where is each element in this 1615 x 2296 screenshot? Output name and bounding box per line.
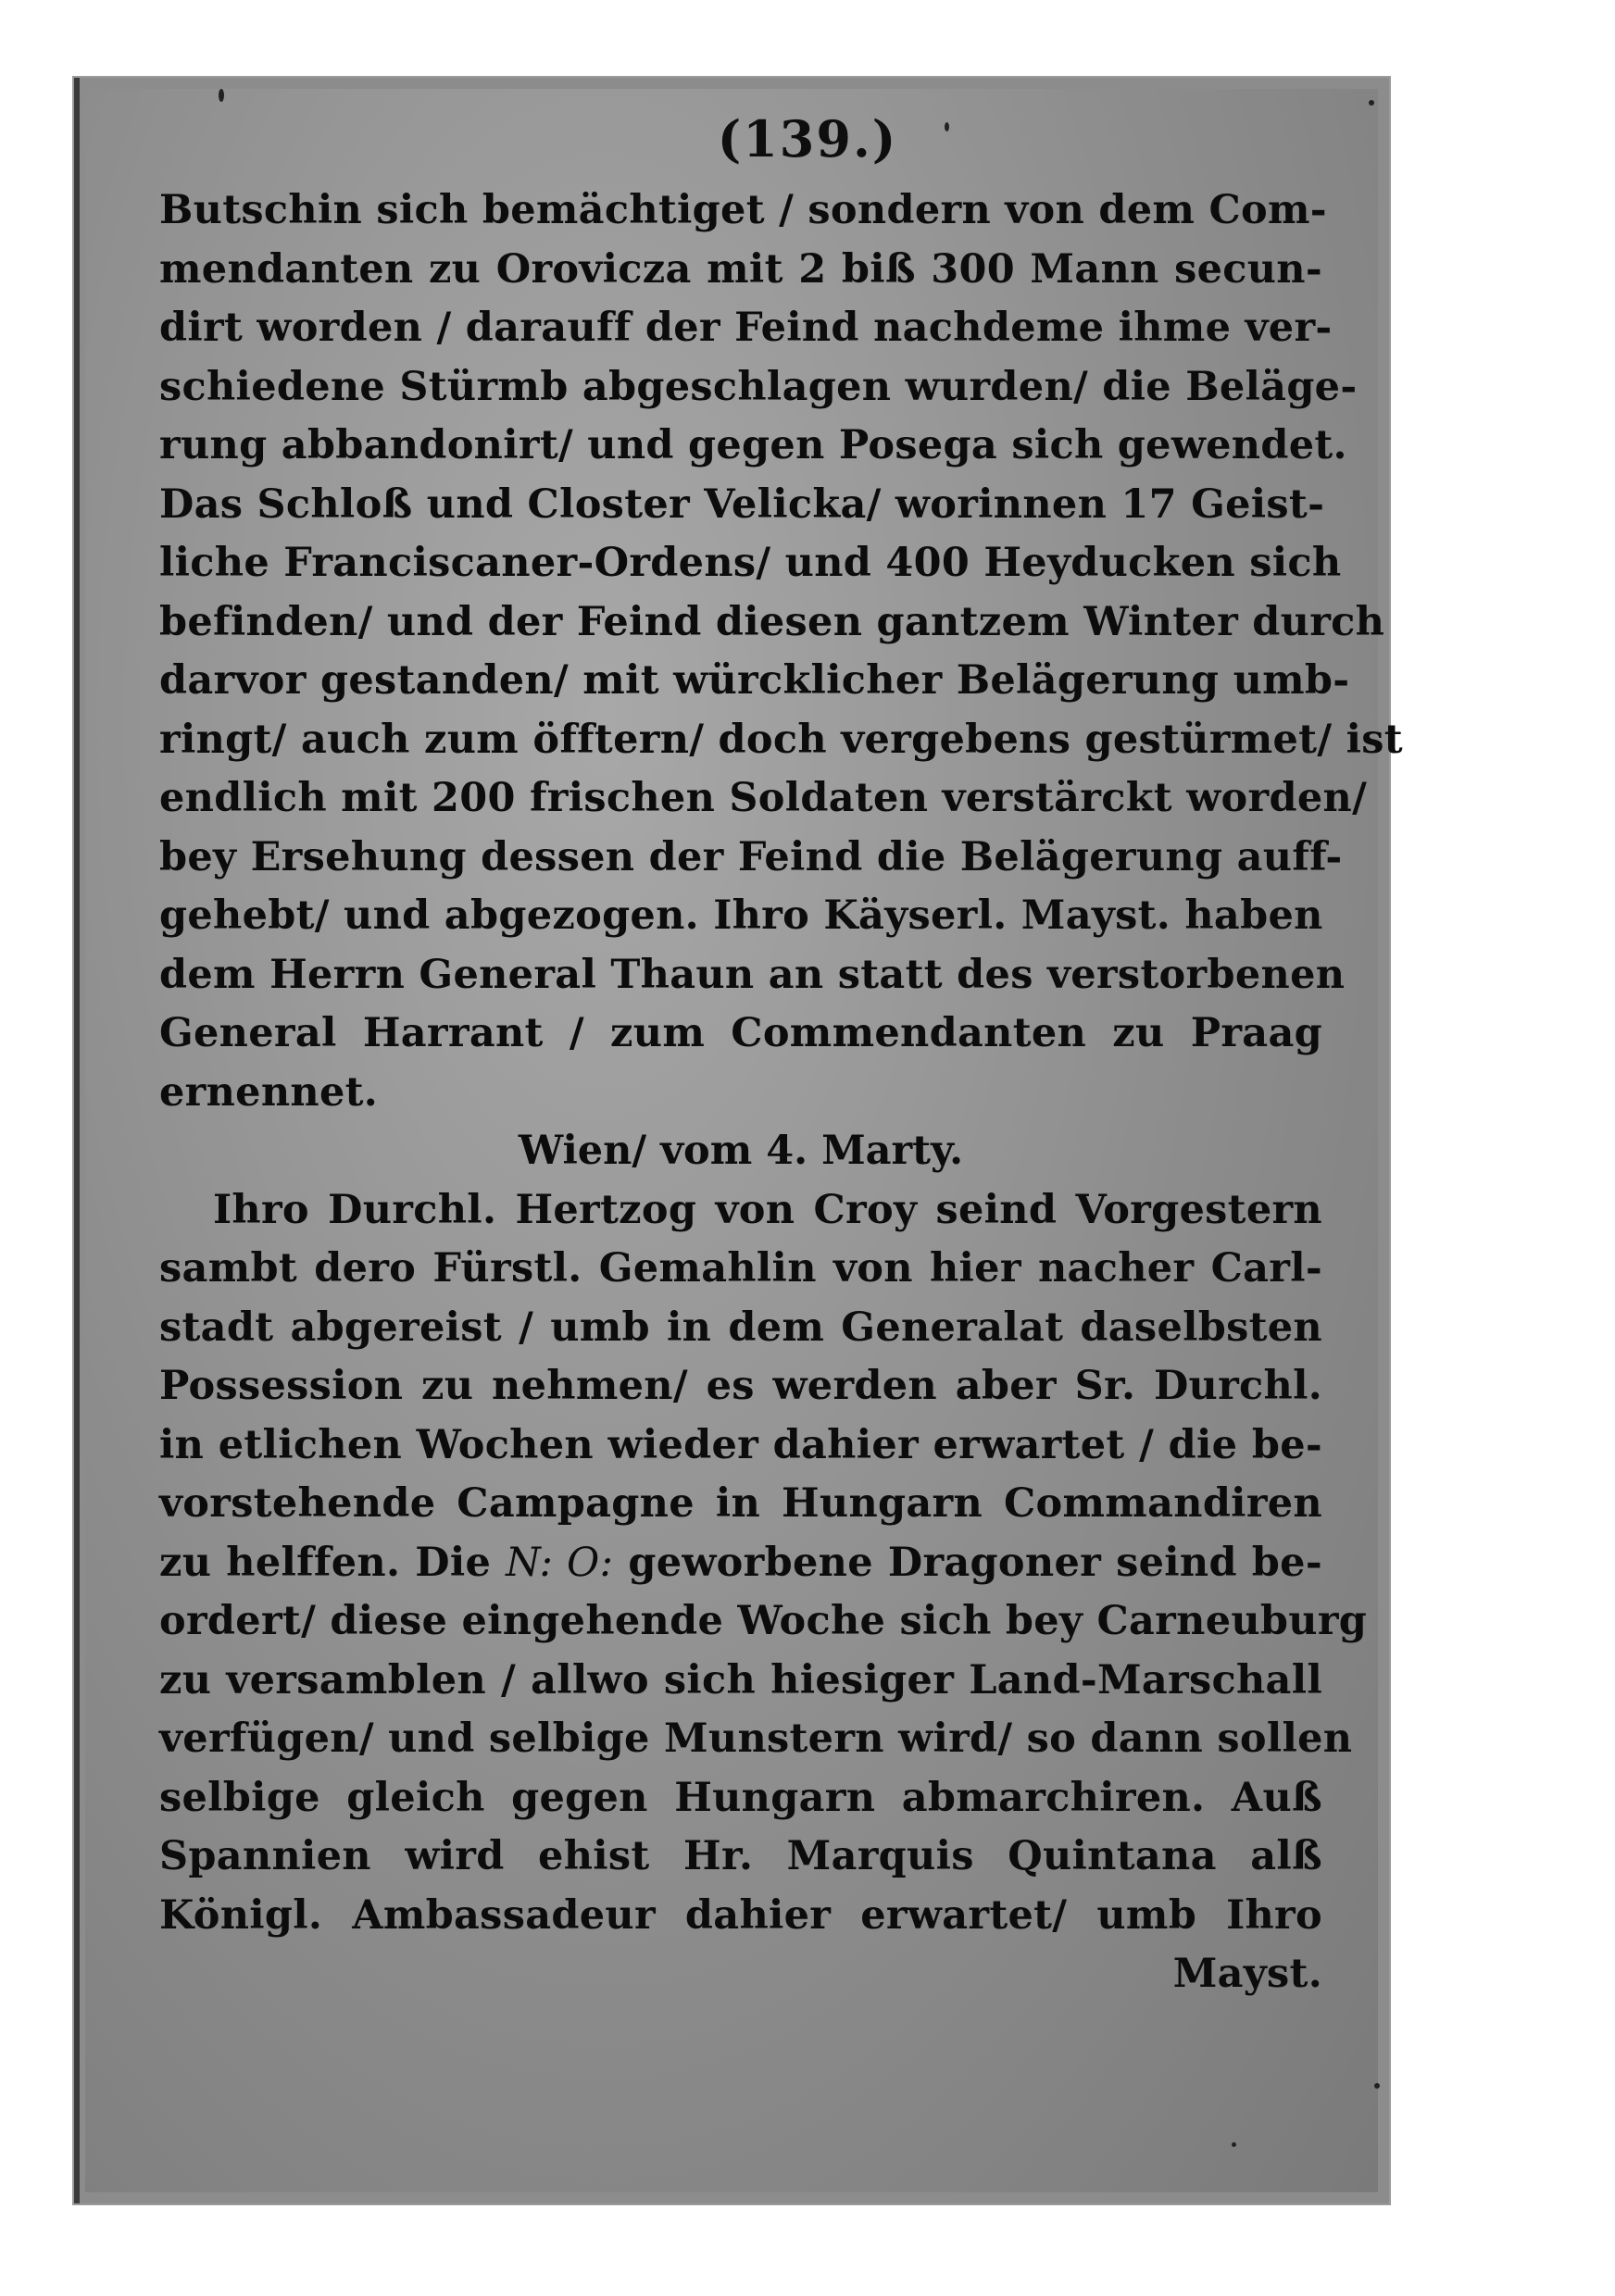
text-fragment: zu helffen. Die (159, 1539, 507, 1586)
text-line: ordert/ diese eingehende Woche sich bey Carneuburg (159, 1598, 1368, 1644)
text-line: General Harrant / zum Commendanten zu Praag (159, 1010, 1322, 1056)
text-line: Possession zu nehmen/ es werden aber Sr. Durchl. (159, 1363, 1322, 1409)
text-line (159, 1534, 1322, 1593)
dust-speck (945, 122, 949, 131)
text-line: endlich mit 200 frischen Soldaten verstärckt worden/ (159, 775, 1368, 821)
text-line: befinden/ und der Feind diesen gantzem Winter durch (159, 598, 1385, 645)
text-line: ringt/ auch zum öfftern/ doch vergebens gestürmet/ ist (159, 716, 1403, 763)
text-line: bey Ersehung dessen der Feind die Belägerung auff- (159, 833, 1343, 880)
section-heading: Wien/ vom 4. Marty. (518, 1128, 964, 1174)
text-line: Ihro Durchl. Hertzog von Croy seind Vorgestern (213, 1186, 1322, 1233)
text-line: stadt abgereist / umb in dem Generalat daselbsten (159, 1304, 1322, 1351)
text-line: selbige gleich gegen Hungarn abmarchiren. Auß (159, 1774, 1322, 1821)
text-line: Das Schloß und Closter Velicka/ worinnen 17 Geist- (159, 480, 1325, 528)
dust-speck (1369, 100, 1374, 106)
text-line: ernennet. (159, 1068, 379, 1116)
text-line: mendanten zu Orovicza mit 2 biß 300 Mann secun- (159, 245, 1322, 293)
text-line: dirt worden / darauff der Feind nachdeme ihme ver- (159, 305, 1333, 351)
text-line: schiedene Stürmb abgeschlagen wurden/ die Beläge- (159, 363, 1358, 410)
text-line: Spannien wird ehist Hr. Marquis Quintana alß (159, 1833, 1322, 1879)
text-line: zu versamblen / allwo sich hiesiger Land-Marschall (159, 1656, 1322, 1703)
text-line: dem Herrn General Thaun an statt des verstorbenen (159, 951, 1346, 998)
text-line: liche Franciscaner-Ordens/ und 400 Heyducken sich (159, 540, 1342, 586)
text-block (159, 181, 1403, 2004)
dust-speck (219, 89, 224, 102)
page-number: (139.) (717, 109, 898, 168)
text-line: in etlichen Wochen wieder dahier erwartet / die be- (159, 1421, 1322, 1468)
catchword: Mayst. (1172, 1951, 1322, 1997)
abbreviation-no: N: O: (506, 1539, 614, 1586)
text-line: gehebt/ und abgezogen. Ihro Käyserl. Mayst. haben (159, 892, 1323, 939)
dust-speck (1374, 2083, 1380, 2089)
text-line: vorstehende Campagne in Hungarn Commandiren (159, 1480, 1322, 1527)
text-line: sambt dero Fürstl. Gemahlin von hier nacher Carl- (159, 1245, 1322, 1292)
text-line: darvor gestanden/ mit würcklicher Belägerung umb- (159, 657, 1350, 704)
text-line: rung abbandonirt/ und gegen Posega sich gewendet. (159, 422, 1347, 468)
text-line: verfügen/ und selbige Munstern wird/ so dann sollen (159, 1716, 1353, 1762)
text-line: Königl. Ambassadeur dahier erwartet/ umb Ihro (159, 1891, 1322, 1939)
dust-speck (1232, 2142, 1236, 2147)
text-fragment: geworbene Dragoner seind be- (613, 1539, 1322, 1586)
text-line: Butschin sich bemächtiget / sondern von dem Com- (159, 187, 1327, 233)
